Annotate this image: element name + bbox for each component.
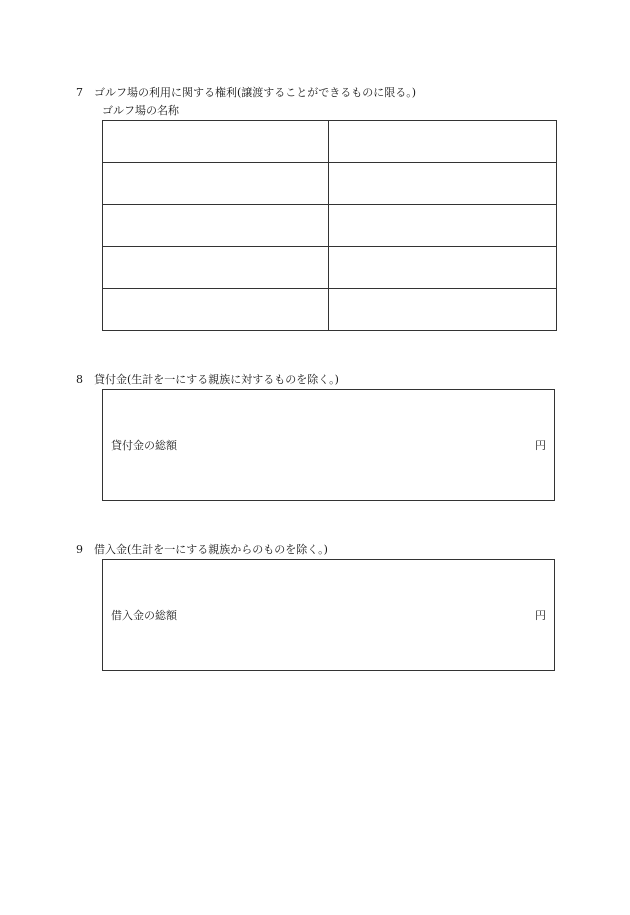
section-7-title: ゴルフ場の利用に関する権利(譲渡することができるものに限る。) (94, 86, 417, 99)
golf-membership-table (102, 120, 557, 331)
table-row (103, 163, 557, 205)
section-9-number: 9 (76, 543, 83, 556)
section-8-title: 貸付金(生計を一にする親族に対するものを除く。) (94, 373, 339, 386)
golf-course-name-cell[interactable] (103, 205, 329, 247)
section-8-number: 8 (76, 373, 83, 386)
loans-receivable-total-label: 貸付金の総額 (111, 439, 177, 452)
yen-unit-label: 円 (535, 609, 546, 622)
section-9-title: 借入金(生計を一にする親族からのものを除く。) (94, 543, 328, 556)
golf-course-name-cell[interactable] (103, 247, 329, 289)
section-8-heading (76, 373, 339, 387)
section-9-heading (76, 543, 328, 557)
golf-detail-cell[interactable] (329, 163, 557, 205)
loans-receivable-box[interactable] (102, 389, 555, 501)
section-7-heading (76, 86, 416, 100)
golf-detail-cell[interactable] (329, 289, 557, 331)
golf-course-name-cell[interactable] (103, 121, 329, 163)
golf-detail-cell[interactable] (329, 205, 557, 247)
borrowings-total-label: 借入金の総額 (111, 609, 177, 622)
yen-unit-label: 円 (535, 439, 546, 452)
golf-detail-cell[interactable] (329, 121, 557, 163)
table-row (103, 289, 557, 331)
golf-course-name-cell[interactable] (103, 163, 329, 205)
section-7-number: 7 (76, 86, 83, 99)
table-row (103, 121, 557, 163)
borrowings-box[interactable] (102, 559, 555, 671)
golf-detail-cell[interactable] (329, 247, 557, 289)
table-row (103, 205, 557, 247)
table-row (103, 247, 557, 289)
golf-course-name-label: ゴルフ場の名称 (102, 104, 179, 117)
golf-course-name-cell[interactable] (103, 289, 329, 331)
